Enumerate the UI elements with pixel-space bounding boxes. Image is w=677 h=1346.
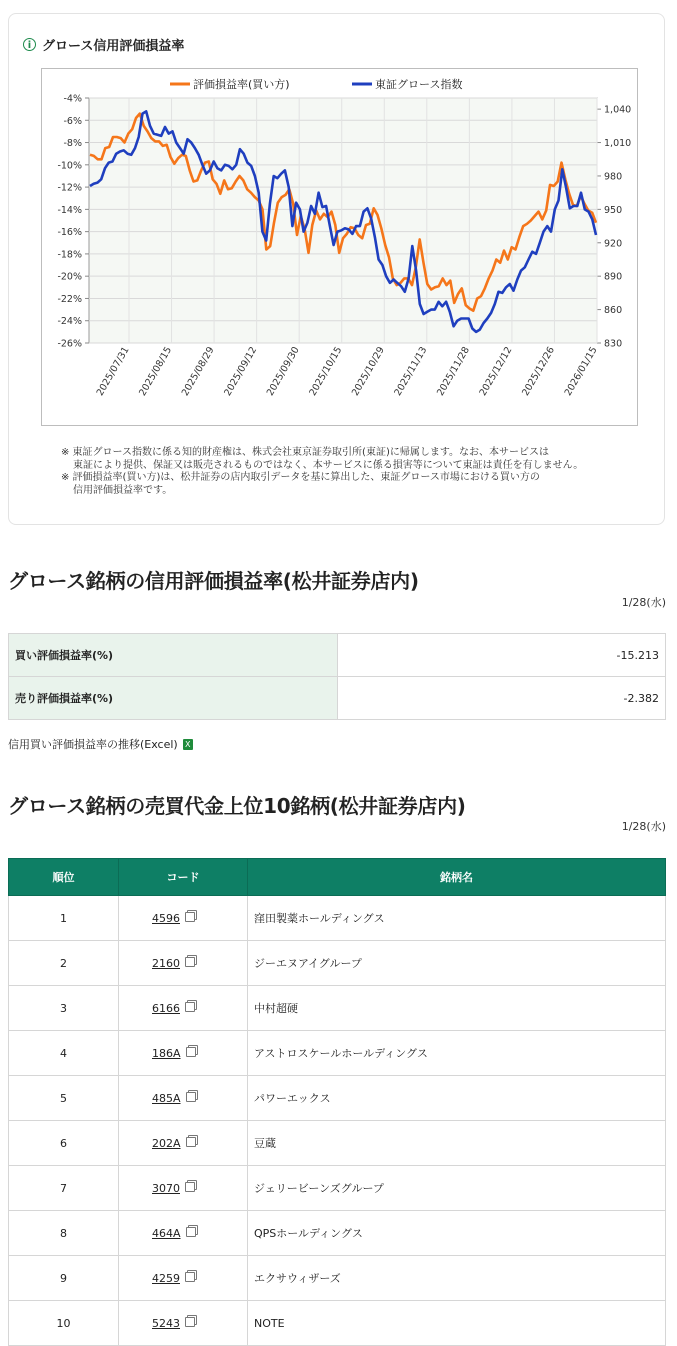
rank-cell: 6 (9, 1121, 119, 1166)
table-row (9, 677, 666, 720)
right-axis-tick-label: 860 (604, 305, 623, 317)
x-axis-tick-label: 2025/09/30 (264, 345, 302, 398)
chart-card-title-text: グロース信用評価損益率 (42, 39, 185, 54)
right-axis-tick-label: 950 (604, 204, 623, 216)
stock-code-link[interactable]: 464A (152, 1226, 181, 1240)
table-row (9, 1076, 666, 1121)
copy-icon[interactable] (185, 1002, 195, 1012)
code-cell (119, 1121, 248, 1166)
x-axis-tick-label: 2025/07/31 (94, 345, 132, 398)
left-axis-tick-label: -18% (57, 249, 82, 261)
header-rank: 順位 (9, 859, 119, 896)
excel-icon[interactable]: X (183, 739, 193, 750)
code-cell (119, 1076, 248, 1121)
code-cell (119, 1166, 248, 1211)
stock-code-link[interactable]: 485A (152, 1091, 181, 1105)
table-row (9, 941, 666, 986)
note-line: 東証により提供、保証又は販売されるものではなく、本サービスに係る損害等について東証は責任を有しません。 (73, 459, 584, 471)
copy-icon[interactable] (185, 1317, 195, 1327)
legend-label: 評価損益率(買い方) (193, 78, 290, 91)
x-axis-tick-label: 2025/08/15 (137, 345, 175, 398)
x-axis-tick-label: 2025/08/29 (179, 345, 217, 398)
note-line: 信用評価損益率です。 (73, 484, 173, 496)
stock-name-cell: NOTE (248, 1301, 666, 1346)
header-name: 銘柄名 (248, 859, 666, 896)
rank-cell: 9 (9, 1256, 119, 1301)
code-cell (119, 896, 248, 941)
stock-name-cell: 豆蔵 (248, 1121, 666, 1166)
stock-code-link[interactable]: 202A (152, 1136, 181, 1150)
note-line: ※ 東証グロース指数に係る知的財産権は、株式会社東京証券取引所(東証)に帰属します。なお、本サービスは (61, 447, 550, 458)
sell-ratio-value: -2.382 (338, 677, 666, 720)
x-axis-tick-label: 2025/12/12 (477, 344, 515, 398)
x-axis-tick-label: 2025/10/15 (307, 345, 345, 398)
header-code: コード (119, 859, 248, 896)
right-axis-tick-label: 920 (604, 238, 623, 250)
rank-cell: 1 (9, 896, 119, 941)
table-row (9, 1121, 666, 1166)
sell-ratio-label: 売り評価損益率(%) (9, 677, 338, 720)
chart-frame (41, 68, 638, 426)
plot-area (89, 98, 597, 343)
stock-name-cell: 中村超硬 (248, 986, 666, 1031)
note-line: ※ 評価損益率(買い方)は、松井証券の店内取引データを基に算出した、東証グロース市場における買い方の (61, 472, 540, 483)
left-axis-tick-label: -26% (57, 338, 82, 350)
left-axis-tick-label: -10% (57, 160, 82, 172)
x-axis-tick-label: 2026/01/15 (562, 345, 600, 398)
excel-download-link[interactable] (8, 736, 193, 752)
left-axis-tick-label: -6% (63, 115, 82, 127)
chart-card-title (23, 35, 184, 54)
rank-cell: 3 (9, 986, 119, 1031)
x-axis-tick-label: 2025/09/12 (222, 345, 260, 398)
table-row (9, 1031, 666, 1076)
info-icon: i (23, 38, 36, 51)
code-cell (119, 1211, 248, 1256)
stock-code-link[interactable]: 186A (152, 1046, 181, 1060)
stock-name-cell: ジェリービーンズグループ (248, 1166, 666, 1211)
rank-cell: 8 (9, 1211, 119, 1256)
ratio-section-title: グロース銘柄の信用評価損益率(松井証券店内) (8, 569, 419, 593)
stock-code-link[interactable]: 2160 (152, 956, 180, 970)
eval-ratio-table (8, 633, 666, 720)
left-axis-tick-label: -20% (57, 271, 82, 283)
ranking-section-title: グロース銘柄の売買代金上位10銘柄(松井証券店内) (8, 794, 466, 818)
copy-icon[interactable] (186, 1137, 196, 1147)
right-axis-tick-label: 1,040 (604, 104, 632, 116)
code-cell (119, 941, 248, 986)
stock-name-cell: 窪田製薬ホールディングス (248, 896, 666, 941)
copy-icon[interactable] (185, 1272, 195, 1282)
rank-cell: 10 (9, 1301, 119, 1346)
x-axis-tick-label: 2025/11/28 (435, 345, 472, 398)
rank-cell: 4 (9, 1031, 119, 1076)
copy-icon[interactable] (186, 1092, 196, 1102)
copy-icon[interactable] (185, 1182, 195, 1192)
x-axis-tick-label: 2025/11/13 (392, 345, 430, 398)
right-axis-tick-label: 830 (604, 338, 623, 350)
buy-ratio-label: 買い評価損益率(%) (9, 634, 338, 677)
left-axis-tick-label: -4% (63, 93, 82, 105)
right-axis-tick-label: 980 (604, 171, 623, 183)
right-axis-tick-label: 890 (604, 271, 623, 283)
stock-code-link[interactable]: 4596 (152, 911, 180, 925)
stock-name-cell: ジーエヌアイグループ (248, 941, 666, 986)
ranking-table (8, 858, 666, 1346)
left-axis-tick-label: -8% (63, 138, 82, 150)
legend-label: 東証グロース指数 (375, 78, 463, 91)
rank-cell: 2 (9, 941, 119, 986)
x-axis-tick-label: 2025/12/26 (520, 345, 558, 398)
stock-name-cell: アストロスケールホールディングス (248, 1031, 666, 1076)
stock-name-cell: パワーエックス (248, 1076, 666, 1121)
ranking-date: 1/28(水) (621, 820, 666, 833)
chart-notes (61, 447, 583, 497)
table-row (9, 1256, 666, 1301)
left-axis-tick-label: -16% (57, 227, 82, 239)
left-axis-tick-label: -22% (57, 293, 82, 305)
stock-code-link[interactable]: 6166 (152, 1001, 180, 1015)
table-row (9, 1211, 666, 1256)
table-row (9, 896, 666, 941)
line-chart (42, 69, 637, 425)
left-axis-tick-label: -12% (57, 182, 82, 194)
excel-link-label[interactable]: 信用買い評価損益率の推移(Excel) (8, 738, 178, 751)
stock-code-link[interactable]: 3070 (152, 1181, 180, 1195)
copy-icon[interactable] (186, 1227, 196, 1237)
copy-icon[interactable] (186, 1047, 196, 1057)
code-cell (119, 1256, 248, 1301)
chart-card (8, 13, 665, 525)
table-header-row (9, 859, 666, 896)
rank-cell: 7 (9, 1166, 119, 1211)
copy-icon[interactable] (185, 957, 195, 967)
ratio-date: 1/28(水) (621, 596, 666, 609)
stock-name-cell: エクサウィザーズ (248, 1256, 666, 1301)
stock-code-link[interactable]: 4259 (152, 1271, 180, 1285)
left-axis-tick-label: -14% (57, 204, 82, 216)
stock-name-cell: QPSホールディングス (248, 1211, 666, 1256)
table-row (9, 1166, 666, 1211)
x-axis-tick-label: 2025/10/29 (349, 345, 387, 398)
right-axis-tick-label: 1,010 (604, 138, 632, 150)
code-cell (119, 986, 248, 1031)
copy-icon[interactable] (185, 912, 195, 922)
buy-ratio-value: -15.213 (338, 634, 666, 677)
table-row (9, 986, 666, 1031)
left-axis-tick-label: -24% (57, 316, 82, 328)
code-cell (119, 1031, 248, 1076)
rank-cell: 5 (9, 1076, 119, 1121)
stock-code-link[interactable]: 5243 (152, 1316, 180, 1330)
table-row (9, 634, 666, 677)
